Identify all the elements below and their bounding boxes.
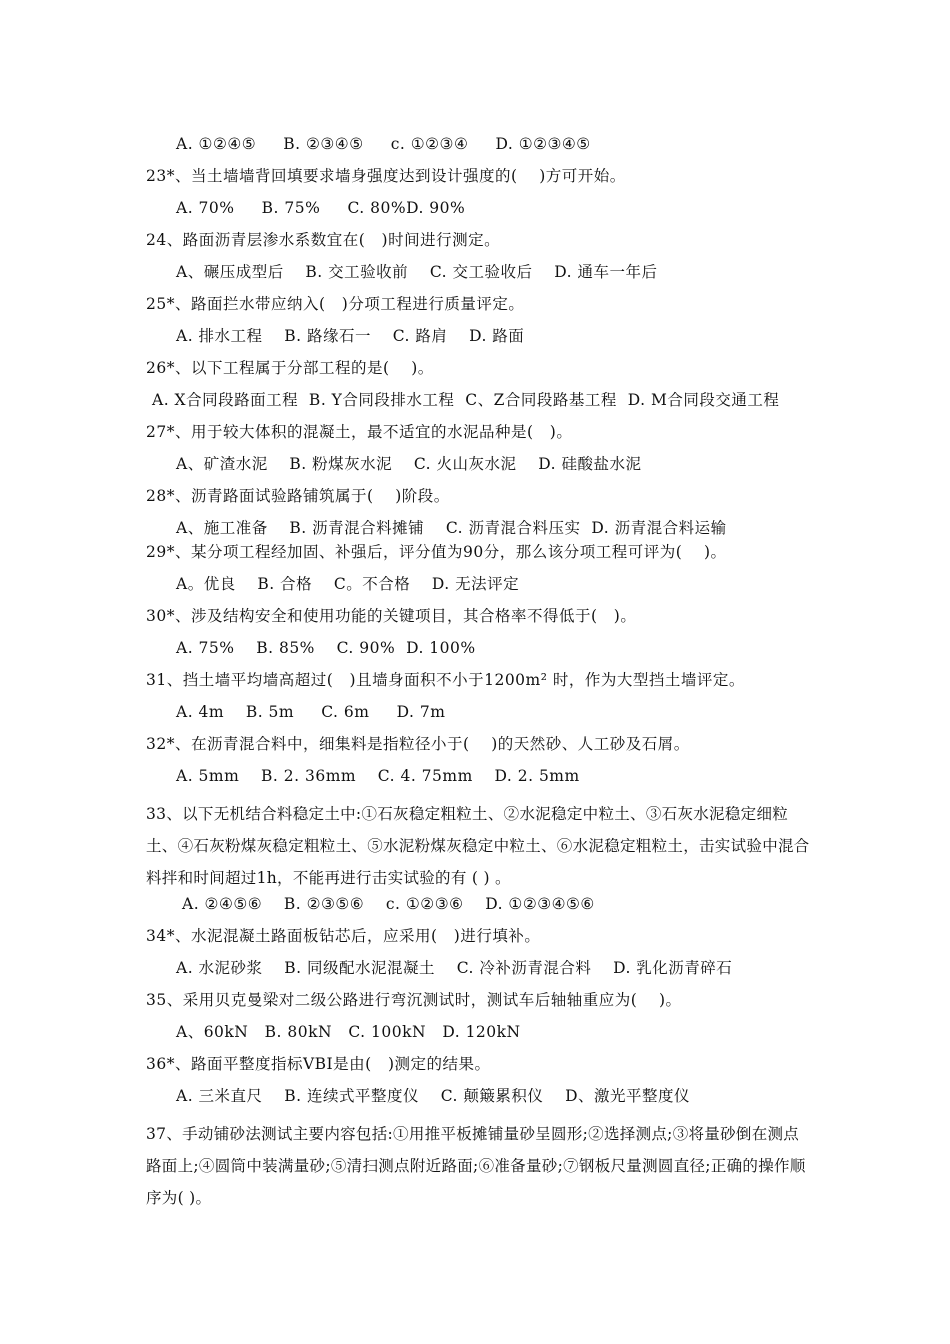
question-32: 32*、在沥青混合料中，细集料是指粒径小于( )的天然砂、人工砂及石屑。	[146, 735, 690, 753]
question-24: 24、路面沥青层渗水系数宜在( )时间进行测定。	[146, 231, 501, 249]
question-30: 30*、涉及结构安全和使用功能的关键项目，其合格率不得低于( )。	[146, 607, 637, 625]
options-line-29: A。优良 B. 合格 C。不合格 D. 无法评定	[176, 575, 520, 593]
question-26: 26*、以下工程属于分部工程的是( )。	[146, 359, 434, 377]
question-27: 27*、用于较大体积的混凝土，最不适宜的水泥品种是( )。	[146, 423, 573, 441]
options-line-24: A、碾压成型后 B. 交工验收前 C. 交工验收后 D. 通车一年后	[176, 263, 658, 281]
options-line-22: A. ①②④⑤ B. ②③④⑤ c. ①②③④ D. ①②③④⑤	[176, 135, 591, 153]
options-line-33: A. ②④⑤⑥ B. ②③⑤⑥ c. ①②③⑥ D. ①②③④⑤⑥	[182, 895, 595, 913]
options-line-31: A. 4m B. 5m C. 6m D. 7m	[176, 703, 446, 721]
question-35: 35、采用贝克曼梁对二级公路进行弯沉测试时，测试车后轴轴重应为( )。	[146, 991, 682, 1009]
question-37: 37、手动铺砂法测试主要内容包括:①用推平板摊铺量砂呈圆形;②选择测点;③将量砂倒在测点路面上;④圆筒中装满量砂;⑤清扫测点附近路面;⑥准备量砂;⑦钢板尺量测圆直径;正确的操作顺序为( )。	[146, 1125, 806, 1207]
options-line-30: A. 75% B. 85% C. 90% D. 100%	[176, 639, 476, 657]
question-25: 25*、路面拦水带应纳入( )分项工程进行质量评定。	[146, 295, 525, 313]
question-29: 29*、某分项工程经加固、补强后，评分值为90分，那么该分项工程可评为( )。	[146, 543, 727, 561]
question-36: 36*、路面平整度指标VBI是由( )测定的结果。	[146, 1055, 491, 1073]
options-line-28: A、施工准备 B. 沥青混合料摊铺 C. 沥青混合料压实 D. 沥青混合料运输	[176, 519, 727, 537]
question-23: 23*、当土墙墙背回填要求墙身强度达到设计强度的( )方可开始。	[146, 167, 626, 185]
question-33: 33、以下无机结合料稳定土中:①石灰稳定粗粒土、②水泥稳定中粒土、③石灰水泥稳定细粒土、④石灰粉煤灰稳定粗粒土、⑤水泥粉煤灰稳定中粒土、⑥水泥稳定粗粒土，击实试验中混合料拌和时间超过1h，不能再进行击实试验的有 ( ) 。	[146, 805, 810, 887]
question-34: 34*、水泥混凝土路面板钻芯后，应采用( )进行填补。	[146, 927, 541, 945]
options-line-25: A. 排水工程 B. 路缘石一 C. 路肩 D. 路面	[176, 327, 525, 345]
options-line-32: A. 5mm B. 2. 36mm C. 4. 75mm D. 2. 5mm	[176, 767, 580, 785]
options-line-26: A. X合同段路面工程 B. Y合同段排水工程 C、Z合同段路基工程 D. M合同段交通工程	[152, 391, 780, 409]
question-28: 28*、沥青路面试验路铺筑属于( )阶段。	[146, 487, 450, 505]
options-line-27: A、矿渣水泥 B. 粉煤灰水泥 C. 火山灰水泥 D. 硅酸盐水泥	[176, 455, 642, 473]
options-line-35: A、60kN B. 80kN C. 100kN D. 120kN	[176, 1023, 521, 1041]
options-line-23: A. 70% B. 75% C. 80%D. 90%	[176, 199, 466, 217]
options-line-34: A. 水泥砂浆 B. 同级配水泥混凝土 C. 冷补沥青混合料 D. 乳化沥青碎石	[176, 959, 733, 977]
question-31: 31、挡土墙平均墙高超过( )且墙身面积不小于1200m² 时，作为大型挡土墙评定。	[146, 671, 745, 689]
options-line-36: A. 三米直尺 B. 连续式平整度仪 C. 颠簸累积仪 D、激光平整度仪	[176, 1087, 691, 1105]
